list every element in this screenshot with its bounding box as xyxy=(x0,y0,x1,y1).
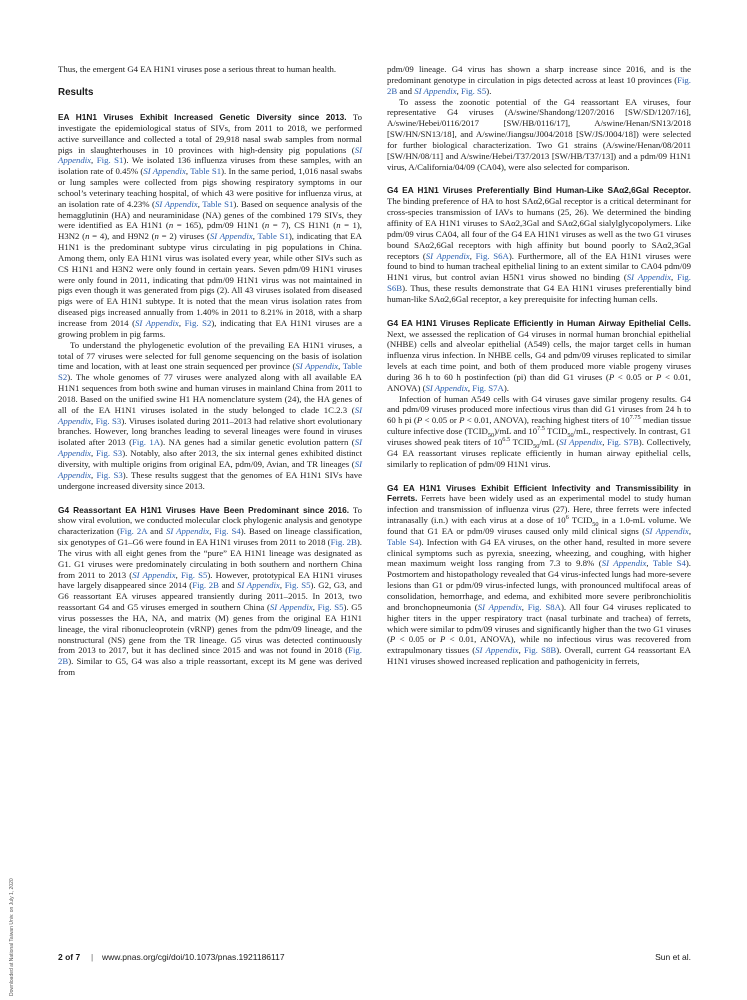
si-appendix-link[interactable]: SI Appendix xyxy=(58,458,362,480)
left-column xyxy=(58,64,362,678)
figure-reference-link[interactable]: Table S4 xyxy=(652,558,686,569)
si-appendix-link[interactable]: SI Appendix xyxy=(132,569,176,580)
figure-reference-link[interactable]: Fig. S3 xyxy=(95,415,122,426)
si-appendix-link[interactable]: SI Appendix xyxy=(425,382,468,393)
opening-paragraph: pdm/09 lineage. G4 virus has shown a sharp increase since 2016, and is the predominant genotype in circulation in pigs detected across at least 10 provinces (Fig. 2B and SI Appendix, Fig. S5). xyxy=(387,64,691,96)
section-epithelial-replication xyxy=(387,318,691,470)
si-appendix-link[interactable]: SI Appendix xyxy=(269,602,313,613)
figure-reference-link[interactable]: Fig. S4 xyxy=(214,526,241,537)
figure-reference-link[interactable]: Fig. S5 xyxy=(284,580,311,591)
figure-reference-link[interactable]: Fig. 2B xyxy=(192,580,219,591)
si-appendix-link[interactable]: SI Appendix xyxy=(236,580,280,591)
figure-reference-link[interactable]: Fig. S7B xyxy=(607,437,639,447)
si-appendix-link[interactable]: SI Appendix xyxy=(425,250,470,261)
si-appendix-link[interactable]: SI Appendix xyxy=(645,525,689,536)
si-appendix-link[interactable]: SI Appendix xyxy=(626,272,671,283)
section-paragraph xyxy=(387,318,691,394)
figure-reference-link[interactable]: Fig. 2B xyxy=(387,74,691,96)
figure-reference-link[interactable]: Fig. S2 xyxy=(184,318,212,329)
figure-reference-link[interactable]: Table S1 xyxy=(202,198,234,209)
section-heading: EA H1N1 Viruses Exhibit Increased Genetic Diversity since 2013. xyxy=(58,111,347,122)
si-appendix-link[interactable]: SI Appendix xyxy=(165,526,210,537)
section-receptor-binding xyxy=(387,185,691,304)
figure-reference-link[interactable]: Fig. S5 xyxy=(181,569,208,580)
figure-reference-link[interactable]: Fig. S6A xyxy=(475,250,509,261)
download-stamp-text: Downloaded at National Taiwan Univ. on July 1, 2020 xyxy=(9,878,15,996)
second-paragraph: To assess the zoonotic potential of the G4 reassortant EA viruses, four representative G4 viruses (A/swine/Shandong/1207/2016 [SW/SD/1207/16], A/swine/Hebei/0116/2017 [SW/HB/0116/17], A/swine/Henan/SN13/2018 [SW/HN/SN13/18], and A/swine/Jiangsu/J004/2018 [SW/JS/J004/18]) were selected for further biological characterization. Two G1 strains (A/swine/Henan/08/2011 [SW/HN/08/11] and A/swine/Hebei/T37/2013 [SW/HB/T37/13]) and a pdm/09 H1N1 virus, A/California/04/09 (CA04), were also selected for comparison. xyxy=(387,96,691,172)
section-paragraph: Infection of human A549 cells with G4 viruses gave similar progeny results. G4 and pdm/09 viruses produced more infectious virus than did G1 viruses from 24 h to 60 h pi (P < 0.05 or P < 0.01, ANOVA), reaching highest titers of $10^{7.75}$ median tissue culture infective dose $(TCID_{50})/mL$ and $10^{7.5}$ $TCID_{50}/mL$, respectively. In contrast, G1 viruses showed peak titers of $10^{6.5}$ $TCID_{50}/mL$ (SI Appendix, Fig. S7B). Collectively, G4 EA reassortant viruses replicate efficiently in human airway epithelial cells, similarly to replication of pdm/09 H1N1 virus. xyxy=(387,393,691,469)
figure-reference-link[interactable]: Fig. S8B xyxy=(524,645,557,656)
paragraph-text: To show viral evolution, we conducted molecular clock phylogenic analysis and genotype characterization (Fig. 2A and SI Appendix, Fig. S4). Based on lineage classification, six genotypes of G1–G6 were found in EA H1N1 viruses from 2011 to 2018 (Fig. 2B). The virus with all eight genes from the “pure” EA H1N1 lineage was designated as G1. G1 viruses were predominately circulating in both southern and northern China from 2011 to 2013 (SI Appendix, Fig. S5). However, prototypical EA H1N1 viruses have largely disappeared since 2014 (Fig. 2B and SI Appendix, Fig. S5). G2, G3, and G6 reassortant EA viruses appeared transiently during 2011–2015. In 2013, two reassortant G4 and G5 viruses emerged in southern China (SI Appendix, Fig. S5). G5 virus possesses the HA, NA, and matrix (M) genes from the original EA H1N1 lineage, the viral ribonucleoprotein (vRNP) genes from the pdm/09 lineage, and the nonstructural (NS) gene from the TR lineage. G5 virus was detected continuously from 2013 to 2017, but it has declined since 2015 and was not found in 2018 (Fig. 2B). Similar to G5, G4 was also a triple reassortant, except its M gene was derived from xyxy=(58,504,363,678)
intro-paragraph: Thus, the emergent G4 EA H1N1 viruses pose a serious threat to human health. xyxy=(58,64,337,74)
page-number: 2 of 7 xyxy=(58,952,81,962)
section-heading: G4 EA H1N1 Viruses Preferentially Bind Human-Like SAα2,6Gal Receptor. xyxy=(387,185,691,196)
si-appendix-link[interactable]: SI Appendix xyxy=(135,318,179,329)
section-heading: G4 Reassortant EA H1N1 Viruses Have Been Predominant since 2016. xyxy=(58,504,350,515)
figure-reference-link[interactable]: Fig. S1 xyxy=(96,155,124,166)
paragraph-text: Ferrets have been widely used as an experimental model to study human infection and transmission of influenza virus (27). Here, three ferrets were infected intranasally (i.n.) with each virus at a dose of $10^6$ $TCID_{50}$ in a 1.0-mL volume. We found that G1 EA or pdm/09 viruses caused only mild clinical signs (SI Appendix, Table S4). Infection with G4 EA viruses, on the other hand, resulted in more severe clinical symptoms such as pyrexia, sneezing, wheezing, and coughing, with higher mean maximum weight loss ranging from 7.3 to 9.8% (SI Appendix, Table S4). Postmortem and histopathology revealed that G4 virus-infected lungs had more-severe lesions than G1 or pdm/09 virus-infected lungs, with pronounced multifocal areas of consolidation, hemorrhage, and edema, and exhibited more severe peribronchiolitis and bronchopneumonia (SI Appendix, Fig. S8A). All four G4 viruses replicated to higher titers in the upper respiratory tract (nasal turbinate and trachea) of ferrets, which were similar to pdm/09 viruses and significantly higher than the two G1 viruses (P < 0.05 or P < 0.01, ANOVA), while no infectious virus was recovered from extrapulmonary tissues (SI Appendix, Fig. S8B). Overall, current G4 reassortant EA H1N1 viruses showed increased replication and pathogenicity in ferrets, xyxy=(387,493,692,667)
section-ferret-transmission xyxy=(387,483,691,667)
figure-reference-link[interactable]: Fig. 2A xyxy=(119,526,148,537)
paragraph-text: The binding preference of HA to host SAα2,6Gal receptor is a critical determinant for cross-species transmission of IAVs to humans (25, 26). We determined the binding affinity of EA H1N1 viruses to SAα2,3Gal and SAα2,6Gal sialylglycopolymers. Like pdm/09 virus CA04, all four of the G4 EA H1N1 viruses as well as the two G1 viruses bound SAα2,6Gal receptors with high affinity but bound poorly to SAα2,3Gal receptors (SI Appendix, Fig. S6A). Furthermore, all of the EA H1N1 viruses were found to bind to human tracheal epithelial lining to an extent similar to CA04 pdm/09 H1N1 virus, but control avian H5N1 virus showed no binding (SI Appendix, Fig. S6B). Thus, these results demonstrate that G4 EA H1N1 viruses preferentially bind human-like SAα2,6Gal receptor, a key prerequisite for infecting human cells. xyxy=(387,196,692,304)
section-heading: G4 EA H1N1 Viruses Exhibit Efficient Infectivity and Transmissibility in Ferrets. xyxy=(387,482,691,504)
section-genetic-diversity xyxy=(58,112,362,492)
section-paragraph xyxy=(58,112,362,340)
footer-separator: | xyxy=(91,952,94,962)
figure-reference-link[interactable]: Table S2 xyxy=(58,361,362,383)
results-heading: Results xyxy=(58,86,94,98)
figure-reference-link[interactable]: Fig. 2B xyxy=(330,537,357,548)
figure-reference-link[interactable]: Fig. 2B xyxy=(58,645,362,667)
figure-reference-link[interactable]: Table S1 xyxy=(257,231,289,242)
section-paragraph xyxy=(387,185,691,304)
si-appendix-link[interactable]: SI Appendix xyxy=(58,404,362,426)
si-appendix-link[interactable]: SI Appendix xyxy=(559,437,603,447)
figure-reference-link[interactable]: Fig. S3 xyxy=(96,469,123,480)
figure-reference-link[interactable]: Fig. S8A xyxy=(527,601,561,612)
figure-reference-link[interactable]: Table S4 xyxy=(387,536,419,547)
download-stamp xyxy=(9,878,18,996)
si-appendix-link[interactable]: SI Appendix xyxy=(414,85,457,96)
si-appendix-link[interactable]: SI Appendix xyxy=(601,558,647,569)
si-appendix-link[interactable]: SI Appendix xyxy=(154,198,198,209)
si-appendix-link[interactable]: SI Appendix xyxy=(58,437,362,459)
section-paragraph: To understand the phylogenetic evolution of the prevailing EA H1N1 viruses, a total of 77 viruses were selected for full genome sequencing on the basis of isolation time and location, with at least one strain sequenced per province (SI Appendix, Table S2). The whole genomes of 77 viruses were analyzed along with all available EA H1N1 sequences from both swine and human viruses in mainland China from 2011 to 2018. Based on the unified swine H1 HA nomenclature system (24), the HA genes of all of the EA H1N1 viruses isolated in the study belonged to clade 1C.2.3 (SI Appendix, Fig. S3). Viruses isolated during 2011–2013 had relative short evolutionary branches. However, long branches leading to several lineages were found in viruses isolated after 2013 (Fig. 1A). NA genes had a similar genetic evolution pattern (SI Appendix, Fig. S3). Notably, also after 2013, the six internal genes exhibited distinct diversity, with multiple origins from original EA, pdm/09, Avian, and TR lineages (SI Appendix, Fig. S3). These results suggest that the genomes of EA H1N1 SIVs have undergone increased diversity since 2013. xyxy=(58,339,363,491)
figure-reference-link[interactable]: Fig. S6B xyxy=(387,272,691,294)
figure-reference-link[interactable]: Fig. S5 xyxy=(460,85,487,96)
figure-reference-link[interactable]: Fig. S5 xyxy=(317,602,344,613)
figure-reference-link[interactable]: Fig. S7A xyxy=(472,382,504,393)
section-paragraph xyxy=(58,505,362,679)
paragraph-text: To investigate the epidemiological status of SIVs, from 2011 to 2018, we performed active surveillance and collected a total of 29,918 nasal swab samples from normal pigs in slaughterhouses in 10 provinces with high-density pig populations (SI Appendix, Fig. S1). We isolated 136 influenza viruses from these samples, with an isolation rate of 0.45% (SI Appendix, Table S1). In the same period, 1,016 nasal swabs or lung samples were collected from pigs showing respiratory symptoms in our school’s veterinary teaching hospital, of which 43 were positive for influenza virus, at an isolation rate of 4.23% (SI Appendix, Table S1). Based on sequence analysis of the hemagglutinin (HA) and neuraminidase (NA) genes of the combined 179 SIVs, they were identified as EA H1N1 (n = 165), pdm/09 H1N1 (n = 7), CS H1N1 (n = 1), H3N2 (n = 4), and H9N2 (n = 2) viruses (SI Appendix, Table S1), indicating that EA H1N1 is the predominant subtype virus circulating in pig populations in China. Among them, only EA H1N1 virus was isolated every year, while other SIVs such as CS H1N1 and H3N2 were only found in certain years. Seven pdm/09 H1N1 viruses were only found in 2011, indicating that pdm/09 H1N1 virus was not maintained in pigs even though it was generated from pigs (2). All 43 viruses isolated from diseased pigs were of EA H1N1 subtype. It is noted that the mean virus isolation rates from diseased pigs increased annually from 1.40% in 2011 to 8.21% in 2018, with a sharp increase from 2014 (SI Appendix, Fig. S2), indicating that EA H1N1 viruses are a growing problem in pig farms. xyxy=(58,111,363,339)
paragraph-text: Next, we assessed the replication of G4 viruses in normal human bronchial epithelial (NHBE) cells and alveolar epithelial (A549) cells, the major target cells in human influenza virus infection. In NHBE cells, G4 and pdm/09 viruses replicated to similar levels at each time point, and both of them produced more viable progeny viruses during 36 h to 60 h postinfection (pi) than did G1 viruses (P < 0.05 or P < 0.01, ANOVA) (SI Appendix, Fig. S7A). xyxy=(387,328,691,393)
si-appendix-link[interactable]: SI Appendix xyxy=(475,645,519,656)
section-g4-predominant xyxy=(58,505,362,679)
doi-link[interactable]: www.pnas.org/cgi/doi/10.1073/pnas.1921186117 xyxy=(102,952,285,962)
page-footer xyxy=(58,952,691,966)
figure-reference-link[interactable]: Table S1 xyxy=(190,166,222,177)
figure-reference-link[interactable]: Fig. 1A xyxy=(132,437,161,448)
si-appendix-link[interactable]: SI Appendix xyxy=(58,144,362,166)
figure-reference-link[interactable]: Fig. S3 xyxy=(96,448,123,459)
section-paragraph xyxy=(387,483,691,667)
section-heading: G4 EA H1N1 Viruses Replicate Efficiently in Human Airway Epithelial Cells. xyxy=(387,317,691,328)
right-column xyxy=(387,64,691,667)
si-appendix-link[interactable]: SI Appendix xyxy=(143,166,186,177)
si-appendix-link[interactable]: SI Appendix xyxy=(295,361,339,372)
si-appendix-link[interactable]: SI Appendix xyxy=(477,601,522,612)
si-appendix-link[interactable]: SI Appendix xyxy=(209,231,253,242)
running-authors: Sun et al. xyxy=(655,952,691,962)
